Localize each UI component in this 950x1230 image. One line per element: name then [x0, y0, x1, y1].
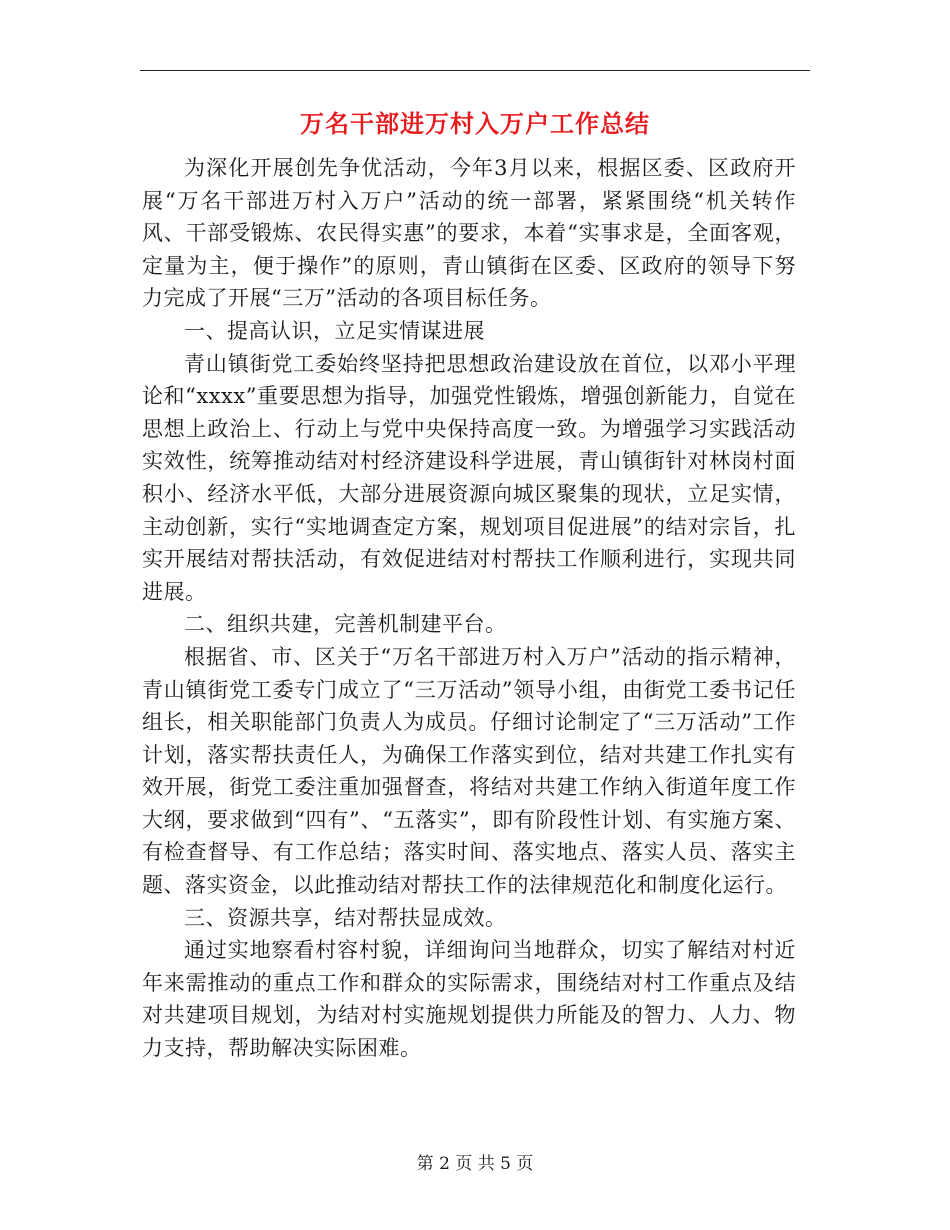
paragraph-section-2: 根据省、市、区关于“万名干部进万村入万户”活动的指示精神，青山镇街党工委专门成立了“三万活动”领导小组，由街党工委书记任组长，相关职能部门负责人为成员。仔细讨论制定了“三万活动”工作计划，落实帮扶责任人，为确保工作落实到位，结对共建工作扎实有效开展，街党工委注重加强督查，将结对共建工作纳入街道年度工作大纲，要求做到“四有”、“五落实”，即有阶段性计划、有实施方案、有检查督导、有工作总结；落实时间、落实地点、落实人员、落实主题、落实资金，以此推动结对帮扶工作的法律规范化和制度化运行。: [142, 644, 796, 898]
section-heading-2: 二、组织共建，完善机制建平台。: [184, 612, 507, 637]
document-title: 万名干部进万村入万户工作总结: [300, 110, 650, 138]
paragraph-section-3: 通过实地察看村容村貌，详细询问当地群众，切实了解结对村近年来需推动的重点工作和群众的实际需求，围绕结对村工作重点及结对共建项目规划，为结对村实施规划提供力所能及的智力、人力、物力支持，帮助解决实际困难。: [142, 938, 796, 1061]
header-rule: [140, 70, 810, 71]
section-heading-1: 一、提高认识，立足实情谋进展: [184, 318, 485, 343]
page-number: 第 2 页 共 5 页: [416, 1154, 534, 1174]
document-body: [142, 152, 796, 1065]
section-heading-3: 三、资源共享，结对帮扶显成效。: [184, 905, 507, 930]
paragraph-section-1: 青山镇街党工委始终坚持把思想政治建设放在首位，以邓小平理论和“xxxx”重要思想为指导，加强党性锻炼，增强创新能力，自觉在思想上政治上、行动上与党中央保持高度一致。为增强学习实践活动实效性，统筹推动结对村经济建设科学进展，青山镇街针对林岗村面积小、经济水平低，大部分进展资源向城区聚集的现状，立足实情，主动创新，实行“实地调查定方案，规划项目促进展”的结对宗旨，扎实开展结对帮扶活动，有效促进结对村帮扶工作顺利进行，实现共同进展。: [142, 351, 796, 604]
paragraph-intro: 为深化开展创先争优活动，今年3月以来，根据区委、区政府开展“万名干部进万村入万户”活动的统一部署，紧紧围绕“机关转作风、干部受锻炼、农民得实惠”的要求，本着“实事求是，全面客观，定量为主，便于操作”的原则，青山镇街在区委、区政府的领导下努力完成了开展“三万”活动的各项目标任务。: [142, 156, 796, 311]
